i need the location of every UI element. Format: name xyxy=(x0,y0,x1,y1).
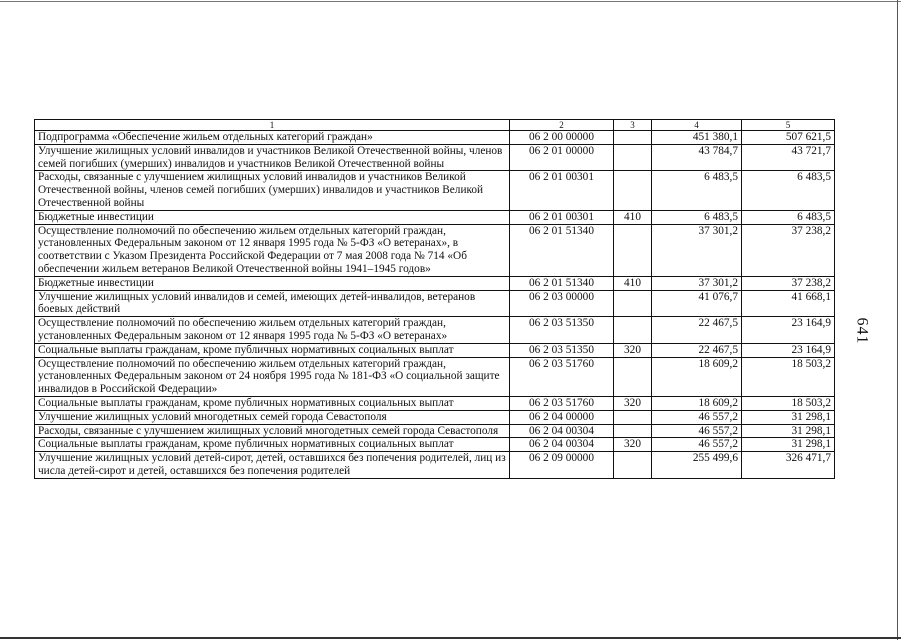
row-code-cell: 06 2 03 51350 xyxy=(510,343,614,357)
row-expense-type-cell xyxy=(614,171,652,210)
row-amount-2-cell: 23 164,9 xyxy=(742,343,835,357)
table-row xyxy=(35,276,835,290)
table-row xyxy=(35,438,835,452)
row-amount-2-cell: 41 668,1 xyxy=(742,290,835,317)
row-expense-type-cell xyxy=(614,424,652,438)
row-amount-1-cell: 46 557,2 xyxy=(652,410,742,424)
row-name-cell: Улучшение жилищных условий инвалидов и семей, имеющих детей-инвалидов, ветеранов боевых действий xyxy=(35,290,510,317)
table-row xyxy=(35,452,835,479)
row-amount-2-cell: 23 164,9 xyxy=(742,317,835,344)
row-name-cell: Подпрограмма «Обеспечение жильем отдельных категорий граждан» xyxy=(35,131,510,145)
row-amount-2-cell: 31 298,1 xyxy=(742,438,835,452)
table-row xyxy=(35,144,835,171)
page-bottom-edge xyxy=(0,637,901,639)
row-amount-2-cell: 43 721,7 xyxy=(742,144,835,171)
row-name-cell: Осуществление полномочий по обеспечению жильем отдельных категорий граждан, установленных Федеральным законом от 12 января 1995 года № 5-ФЗ «О ветеранах», в соответствии с Указом Президента Российской Федерации от 7 мая 2008 года № 714 «Об обеспечении жильем ветеранов Великой Отечественной войны 1941–1945 годов» xyxy=(35,224,510,276)
row-code-cell: 06 2 03 51350 xyxy=(510,317,614,344)
page-top-edge xyxy=(0,1,901,2)
row-code-cell: 06 2 01 00000 xyxy=(510,144,614,171)
row-code-cell: 06 2 01 51340 xyxy=(510,224,614,276)
row-code-cell: 06 2 03 51760 xyxy=(510,396,614,410)
table-row xyxy=(35,171,835,210)
row-name-cell: Осуществление полномочий по обеспечению жильем отдельных категорий граждан, установленных Федеральным законом от 12 января 1995 года № 5-ФЗ «О ветеранах» xyxy=(35,317,510,344)
row-amount-1-cell: 43 784,7 xyxy=(652,144,742,171)
row-expense-type-cell xyxy=(614,357,652,396)
row-amount-2-cell: 31 298,1 xyxy=(742,410,835,424)
row-amount-1-cell: 46 557,2 xyxy=(652,438,742,452)
row-code-cell: 06 2 04 00000 xyxy=(510,410,614,424)
row-amount-1-cell: 18 609,2 xyxy=(652,357,742,396)
row-code-cell: 06 2 01 00301 xyxy=(510,210,614,224)
row-code-cell: 06 2 01 00301 xyxy=(510,171,614,210)
row-expense-type-cell: 410 xyxy=(614,210,652,224)
table-row xyxy=(35,317,835,344)
row-name-cell: Социальные выплаты гражданам, кроме публичных нормативных социальных выплат xyxy=(35,438,510,452)
row-expense-type-cell xyxy=(614,452,652,479)
row-amount-1-cell: 37 301,2 xyxy=(652,224,742,276)
row-amount-2-cell: 18 503,2 xyxy=(742,396,835,410)
page-right-edge xyxy=(897,0,898,640)
table-row xyxy=(35,290,835,317)
row-name-cell: Осуществление полномочий по обеспечению жильем отдельных категорий граждан, установленных Федеральным законом от 24 ноября 1995 года № 181-ФЗ «О социальной защите инвалидов в Российской Федерации» xyxy=(35,357,510,396)
header-cell-amount-1: 4 xyxy=(652,120,742,131)
row-name-cell: Улучшение жилищных условий детей-сирот, детей, оставшихся без попечения родителей, лиц из числа детей-сирот и детей, оставшихся без попечения родителей xyxy=(35,452,510,479)
table-row xyxy=(35,224,835,276)
row-amount-1-cell: 18 609,2 xyxy=(652,396,742,410)
row-amount-1-cell: 6 483,5 xyxy=(652,171,742,210)
row-expense-type-cell: 320 xyxy=(614,396,652,410)
table-row xyxy=(35,210,835,224)
row-amount-1-cell: 41 076,7 xyxy=(652,290,742,317)
row-name-cell: Улучшение жилищных условий инвалидов и участников Великой Отечественной войны, членов семей погибших (умерших) инвалидов и участников Великой Отечественной войны xyxy=(35,144,510,171)
row-amount-2-cell: 18 503,2 xyxy=(742,357,835,396)
table-row xyxy=(35,424,835,438)
table-row xyxy=(35,131,835,145)
row-code-cell: 06 2 04 00304 xyxy=(510,424,614,438)
row-amount-2-cell: 37 238,2 xyxy=(742,276,835,290)
row-code-cell: 06 2 03 00000 xyxy=(510,290,614,317)
table-row xyxy=(35,410,835,424)
row-amount-2-cell: 37 238,2 xyxy=(742,224,835,276)
row-name-cell: Бюджетные инвестиции xyxy=(35,210,510,224)
row-name-cell: Социальные выплаты гражданам, кроме публичных нормативных социальных выплат xyxy=(35,396,510,410)
row-name-cell: Социальные выплаты гражданам, кроме публичных нормативных социальных выплат xyxy=(35,343,510,357)
row-expense-type-cell xyxy=(614,144,652,171)
row-expense-type-cell: 410 xyxy=(614,276,652,290)
row-name-cell: Расходы, связанные с улучшением жилищных условий многодетных семей города Севастополя xyxy=(35,424,510,438)
row-expense-type-cell xyxy=(614,410,652,424)
row-amount-1-cell: 22 467,5 xyxy=(652,317,742,344)
table-row xyxy=(35,396,835,410)
row-code-cell: 06 2 01 51340 xyxy=(510,276,614,290)
row-amount-1-cell: 255 499,6 xyxy=(652,452,742,479)
row-code-cell: 06 2 00 00000 xyxy=(510,131,614,145)
row-code-cell: 06 2 04 00304 xyxy=(510,438,614,452)
table-row xyxy=(35,357,835,396)
row-expense-type-cell xyxy=(614,317,652,344)
row-expense-type-cell: 320 xyxy=(614,438,652,452)
row-code-cell: 06 2 03 51760 xyxy=(510,357,614,396)
row-amount-1-cell: 37 301,2 xyxy=(652,276,742,290)
row-amount-2-cell: 6 483,5 xyxy=(742,210,835,224)
row-amount-1-cell: 451 380,1 xyxy=(652,131,742,145)
row-expense-type-cell: 320 xyxy=(614,343,652,357)
header-cell-expense-type: 3 xyxy=(614,120,652,131)
row-name-cell: Бюджетные инвестиции xyxy=(35,276,510,290)
row-expense-type-cell xyxy=(614,131,652,145)
row-amount-2-cell: 507 621,5 xyxy=(742,131,835,145)
page-number: 641 xyxy=(853,317,871,345)
row-amount-1-cell: 22 467,5 xyxy=(652,343,742,357)
header-cell-code: 2 xyxy=(510,120,614,131)
row-amount-2-cell: 326 471,7 xyxy=(742,452,835,479)
row-amount-2-cell: 31 298,1 xyxy=(742,424,835,438)
header-cell-amount-2: 5 xyxy=(742,120,835,131)
header-row xyxy=(35,120,835,131)
row-amount-1-cell: 46 557,2 xyxy=(652,424,742,438)
header-cell-name: 1 xyxy=(35,120,510,131)
row-name-cell: Расходы, связанные с улучшением жилищных условий инвалидов и участников Великой Отечественной войны, членов семей погибших (умерших) инвалидов и участников Великой Отечественной войны xyxy=(35,171,510,210)
row-code-cell: 06 2 09 00000 xyxy=(510,452,614,479)
budget-table xyxy=(34,119,835,479)
row-amount-1-cell: 6 483,5 xyxy=(652,210,742,224)
row-expense-type-cell xyxy=(614,224,652,276)
table-row xyxy=(35,343,835,357)
row-expense-type-cell xyxy=(614,290,652,317)
row-name-cell: Улучшение жилищных условий многодетных семей города Севастополя xyxy=(35,410,510,424)
row-amount-2-cell: 6 483,5 xyxy=(742,171,835,210)
